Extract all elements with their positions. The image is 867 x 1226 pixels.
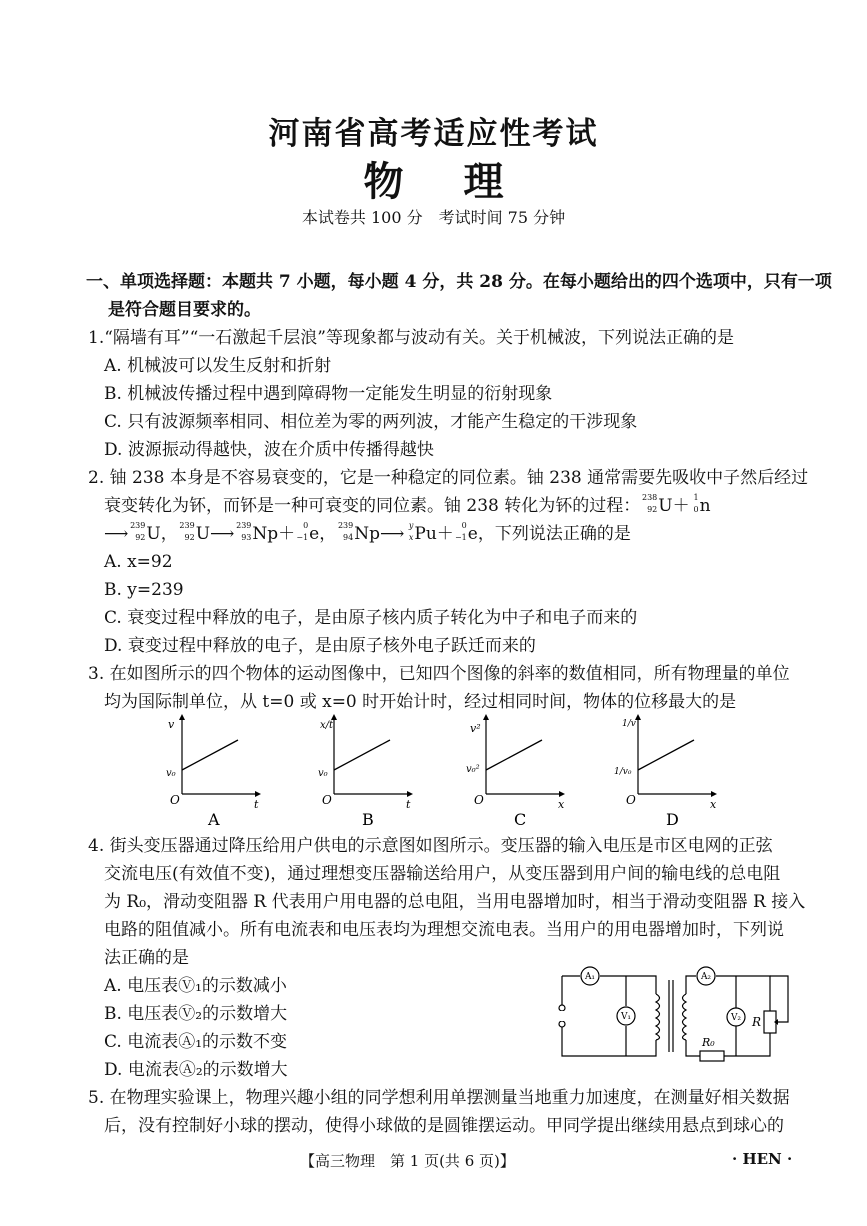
graph-a-intercept: v₀ xyxy=(166,768,176,779)
graph-b xyxy=(318,714,413,829)
graph-d-yaxis: 1/v xyxy=(622,719,636,729)
q5-line1: 5. 在物理实验课上，物理兴趣小组的同学想利用单摆测量当地重力加速度，在测量好相关数据 xyxy=(88,1088,790,1108)
graph-c-intercept: v₀² xyxy=(466,764,480,775)
graph-d-label: D xyxy=(666,810,679,829)
q3-graphs xyxy=(150,712,750,830)
q2-line2-text: 衰变转化为钚，而钚是一种可衰变的同位素。铀 238 转化为钚的过程： xyxy=(104,496,641,516)
graph-c xyxy=(466,714,565,829)
voltmeter-v2: V₂ xyxy=(730,1013,742,1023)
q4-option-c: C. 电流表Ⓐ₁的示数不变 xyxy=(104,1032,288,1052)
q3-line1: 3. 在如图所示的四个物体的运动图像中，已知四个图像的斜率的数值相同，所有物理量的单位 xyxy=(88,664,790,684)
graph-d-origin: O xyxy=(626,793,636,807)
q2-line2 xyxy=(104,492,711,520)
section-heading-cont: 是符合题目要求的。 xyxy=(108,300,261,320)
q4-line5: 法正确的是 xyxy=(104,948,189,968)
ammeter-a1: A₁ xyxy=(584,972,596,982)
graph-d-xaxis: x xyxy=(710,798,717,811)
q4-line2: 交流电压(有效值不变)，通过理想变压器输送给用户，从变压器到用户间的输电线的总电阻 xyxy=(104,864,781,884)
graph-c-origin: O xyxy=(474,793,484,807)
transformer-circuit xyxy=(548,966,798,1066)
graph-a-origin: O xyxy=(170,793,180,807)
equation-part1: 238 92 U＋ 1 0 n xyxy=(641,493,711,516)
q2-line1: 2. 铀 238 本身是不容易衰变的，它是一种稳定的同位素。铀 238 通常需要先吸收中子然后经过 xyxy=(88,468,809,488)
ammeter-a2: A₂ xyxy=(700,972,712,982)
q4-line4: 电路的阻值减小。所有电流表和电压表均为理想交流电表。当用户的用电器增加时，下列说 xyxy=(104,920,784,940)
q5-line2: 后，没有控制好小球的摆动，使得小球做的是圆锥摆运动。甲同学提出继续用悬点到球心的 xyxy=(104,1116,784,1136)
graph-c-xaxis: x xyxy=(558,798,565,811)
graph-b-origin: O xyxy=(322,793,332,807)
q2-option-a: A. x=92 xyxy=(104,552,173,572)
equation-part2: ⟶ 239 92 U， 239 92 U⟶ 239 93 Np＋ 0 −1 e， 239 94 Np⟶ y x Pu＋ 0 −1 e xyxy=(104,521,478,544)
q1-option-c: C. 只有波源频率相同、相位差为零的两列波，才能产生稳定的干涉现象 xyxy=(104,412,638,432)
graph-a xyxy=(166,714,261,829)
q2-line3 xyxy=(104,520,631,548)
graph-a-yaxis: v xyxy=(168,718,175,731)
resistor-r0-label: R₀ xyxy=(702,1036,715,1049)
exam-title: 河南省高考适应性考试 xyxy=(268,116,599,152)
section-heading: 一、单项选择题：本题共 7 小题，每小题 4 分，共 28 分。在每小题给出的四个选项中，只有一项 xyxy=(86,272,832,292)
q2-option-d: D. 衰变过程中释放的电子，是由原子核外电子跃迁而来的 xyxy=(104,636,536,656)
q2-option-c: C. 衰变过程中释放的电子，是由原子核内质子转化为中子和电子而来的 xyxy=(104,608,638,628)
resistor-r-label: R xyxy=(752,1015,762,1029)
q4-line3: 为 R₀，滑动变阻器 R 代表用户用电器的总电阻，当用电器增加时，相当于滑动变阻器 R 接入 xyxy=(104,892,806,912)
q1-option-b: B. 机械波传播过程中遇到障碍物一定能发生明显的衍射现象 xyxy=(104,384,553,404)
q1-stem: 1.“隔墙有耳”“一石激起千层浪”等现象都与波动有关。关于机械波，下列说法正确的是 xyxy=(88,328,734,348)
q2-option-b: B. y=239 xyxy=(104,580,184,600)
q4-option-d: D. 电流表Ⓐ₂的示数增大 xyxy=(104,1060,288,1080)
q4-option-a: A. 电压表Ⓥ₁的示数减小 xyxy=(104,976,287,996)
footer-code: · HEN · xyxy=(732,1150,793,1168)
q1-option-a: A. 机械波可以发生反射和折射 xyxy=(104,356,332,376)
graph-a-label: A xyxy=(208,810,220,829)
q4-line1: 4. 街头变压器通过降压给用户供电的示意图如图所示。变压器的输入电压是市区电网的正弦 xyxy=(88,836,773,856)
graph-a-xaxis: t xyxy=(254,798,259,811)
subject-title: 物理 xyxy=(363,158,564,205)
q2-line3-tail: ，下列说法正确的是 xyxy=(477,524,631,544)
graph-c-label: C xyxy=(514,810,527,829)
graph-c-yaxis: v² xyxy=(470,722,481,735)
graph-d xyxy=(614,714,717,829)
exam-note: 本试卷共 100 分 考试时间 75 分钟 xyxy=(301,208,566,227)
graph-b-xaxis: t xyxy=(406,798,411,811)
graph-b-yaxis: x/t xyxy=(320,720,334,731)
q4-option-b: B. 电压表Ⓥ₂的示数增大 xyxy=(104,1004,288,1024)
q3-line2: 均为国际制单位，从 t=0 或 x=0 时开始计时，经过相同时间，物体的位移最大的是 xyxy=(104,692,737,712)
page-footer: 【高三物理 第 1 页(共 6 页)】 xyxy=(300,1152,515,1170)
graph-b-label: B xyxy=(362,810,374,829)
voltmeter-v1: V₁ xyxy=(620,1012,632,1022)
graph-d-intercept: 1/v₀ xyxy=(614,767,632,777)
q1-option-d: D. 波源振动得越快，波在介质中传播得越快 xyxy=(104,440,434,460)
graph-b-intercept: v₀ xyxy=(318,768,328,779)
